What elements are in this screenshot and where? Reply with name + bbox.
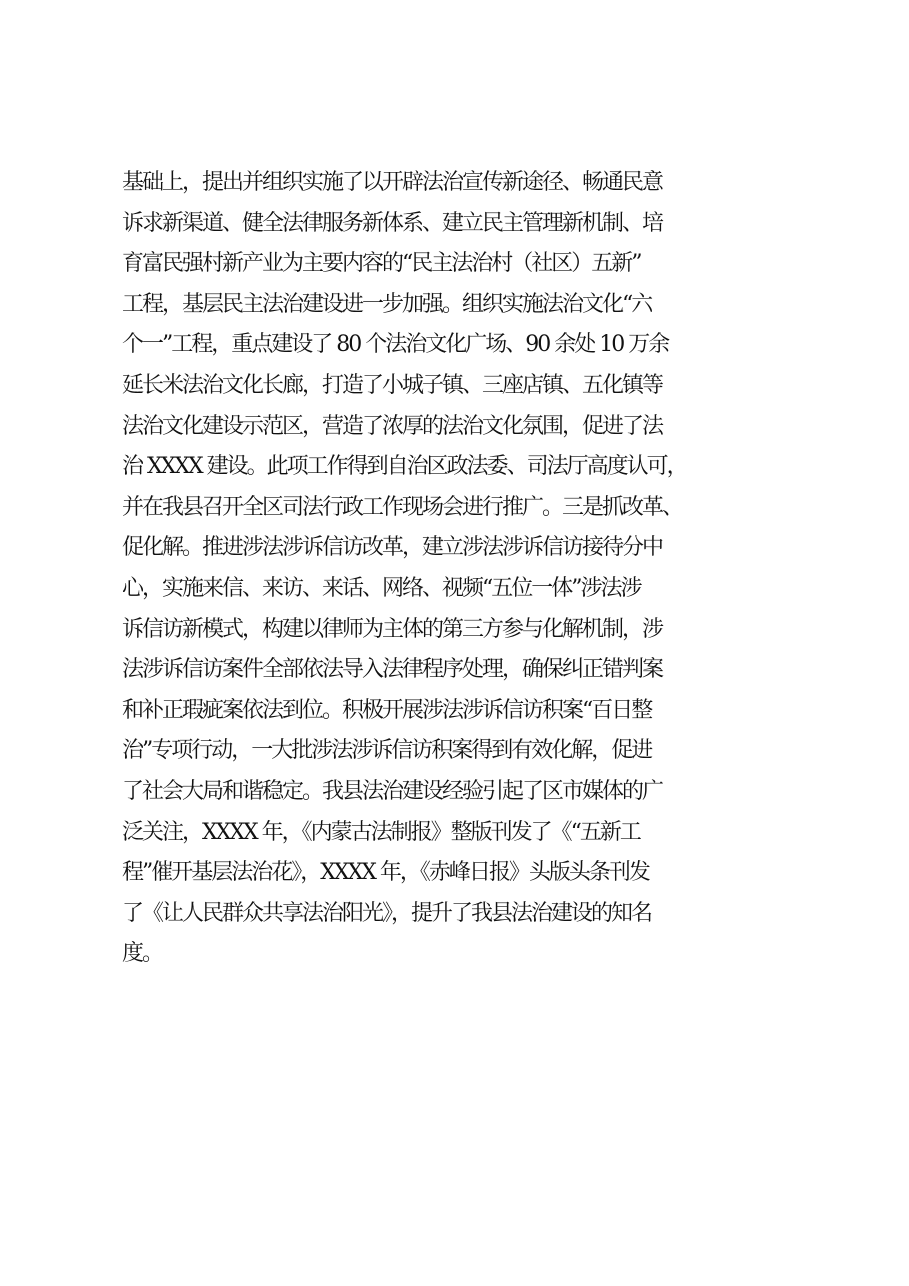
text-line: 诉求新渠道、健全法律服务新体系、建立民主管理新机制、培 [122, 210, 663, 236]
text-line: 泛关注，XXXX 年，《内蒙古法制报》整版刊发了《“五新工 [122, 819, 640, 845]
text-line: 了《让人民群众共享法治阳光》，提升了我县法治建设的知名 [122, 900, 652, 926]
body-paragraph [122, 163, 822, 975]
text-line: 治”专项行动，一大批涉法涉诉信访积案得到有效化解，促进 [122, 738, 652, 764]
text-line: 个一”工程，重点建设了 80 个法治文化广场、90 余处 10 万余 [122, 332, 669, 358]
text-line: 了社会大局和谐稳定。我县法治建设经验引起了区市媒体的广 [122, 778, 663, 804]
text-line: 度。 [122, 941, 163, 967]
text-line: 育富民强村新产业为主要内容的“民主法治村（社区）五新” [122, 251, 641, 277]
text-line: 诉信访新模式，构建以律师为主体的第三方参与化解机制，涉 [122, 616, 663, 642]
text-line: 法涉诉信访案件全部依法导入法律程序处理，确保纠正错判案 [122, 657, 663, 683]
text-line: 治 XXXX 建设。此项工作得到自治区政法委、司法厅高度认可， [122, 454, 687, 480]
text-line: 并在我县召开全区司法行政工作现场会进行推广。三是抓改革、 [122, 494, 683, 520]
text-line: 促化解。推进涉法涉诉信访改革，建立涉法涉诉信访接待分中 [122, 535, 663, 561]
text-line: 和补正瑕疵案依法到位。积极开展涉法涉诉信访积案“百日整 [122, 697, 652, 723]
text-line: 程”催开基层法治花》，XXXX 年，《赤峰日报》头版头条刊发 [122, 860, 649, 886]
text-line: 法治文化建设示范区，营造了浓厚的法治文化氛围，促进了法 [122, 413, 663, 439]
text-line: 工程，基层民主法治建设进一步加强。组织实施法治文化“六 [122, 291, 652, 317]
text-line: 心，实施来信、来访、来话、网络、视频“五位一体”涉法涉 [122, 575, 641, 601]
text-line: 基础上，提出并组织实施了以开辟法治宣传新途径、畅通民意 [122, 170, 663, 195]
text-line: 延长米法治文化长廊，打造了小城子镇、三座店镇、五化镇等 [122, 372, 663, 398]
